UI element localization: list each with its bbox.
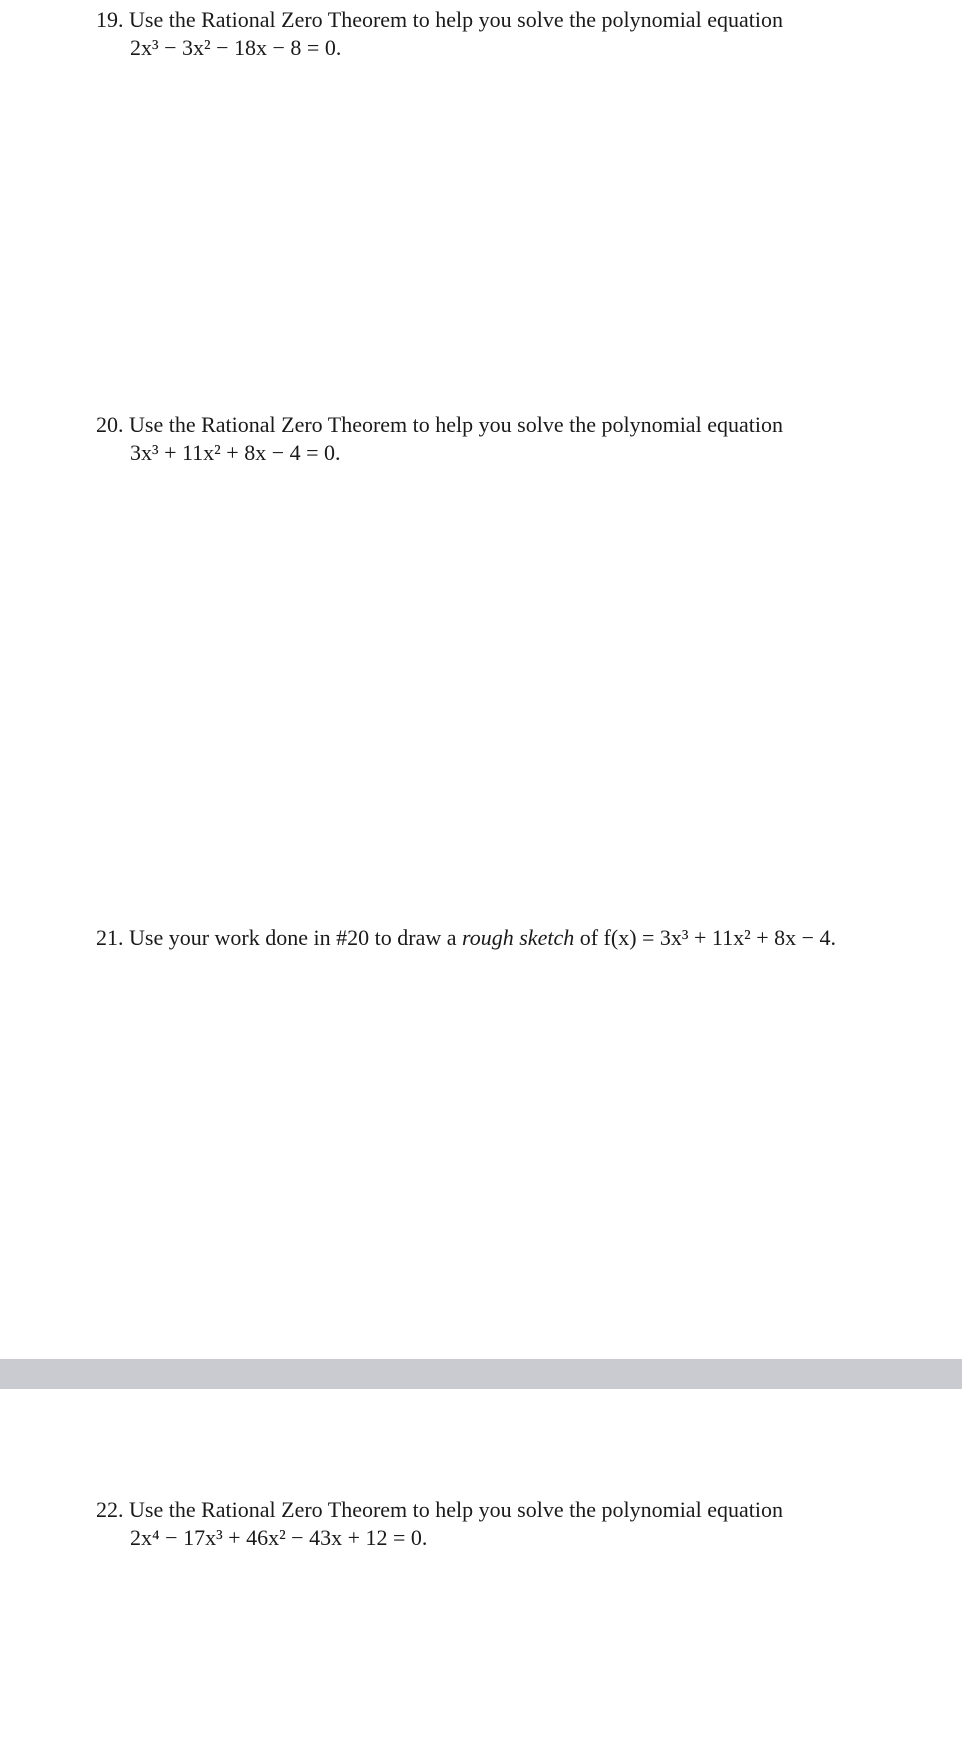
problem-20-text: Use the Rational Zero Theorem to help you solve the polynomial equation	[129, 412, 783, 437]
problem-20-equation: 3x³ + 11x² + 8x − 4 = 0.	[130, 440, 341, 465]
page-separator	[0, 1359, 962, 1389]
problem-20-number: 20.	[96, 412, 124, 437]
problem-21-text-before: Use your work done in #20 to draw a	[129, 925, 457, 950]
problem-21-prompt	[96, 924, 836, 952]
problem-21	[96, 924, 836, 952]
problem-21-number: 21.	[96, 925, 124, 950]
problem-21-emphasis: rough sketch	[462, 925, 575, 950]
problem-22-number: 22.	[96, 1497, 124, 1522]
problem-19-prompt	[96, 6, 783, 34]
problem-20-prompt	[96, 411, 783, 439]
problem-20	[96, 411, 783, 467]
problem-22-prompt	[96, 1496, 783, 1524]
problem-19-text: Use the Rational Zero Theorem to help you solve the polynomial equation	[129, 7, 783, 32]
problem-19	[96, 6, 783, 62]
problem-22	[96, 1496, 783, 1552]
problem-21-text-after: of f(x) = 3x³ + 11x² + 8x − 4.	[579, 925, 837, 950]
problem-19-number: 19.	[96, 7, 124, 32]
problem-22-equation: 2x⁴ − 17x³ + 46x² − 43x + 12 = 0.	[130, 1525, 428, 1550]
problem-22-text: Use the Rational Zero Theorem to help you solve the polynomial equation	[129, 1497, 783, 1522]
problem-19-equation: 2x³ − 3x² − 18x − 8 = 0.	[130, 35, 342, 60]
worksheet-page-2	[0, 1389, 962, 1745]
